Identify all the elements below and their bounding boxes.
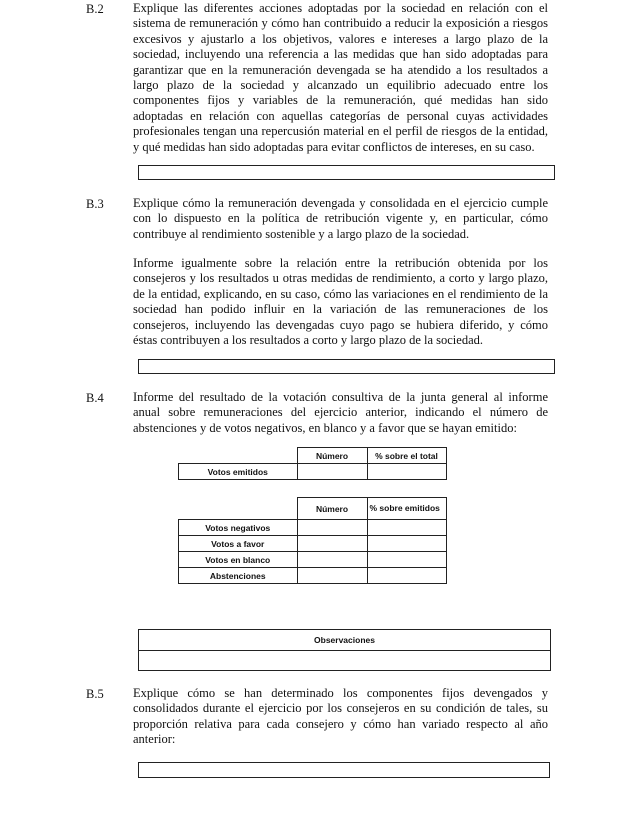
row-label: Votos a favor (179, 536, 298, 552)
cell-numero[interactable] (297, 552, 367, 568)
section-text: Informe del resultado de la votación consultiva de la junta general al informe anual sobre remuneraciones del ejercicio anterior, indicando el número de abstenciones y de votos negativos, en blanco y a favor que se hayan emitido: (133, 390, 548, 435)
cell-numero[interactable] (297, 568, 367, 584)
row-label: Votos emitidos (179, 464, 298, 480)
table-row (179, 552, 447, 568)
row-label: Votos negativos (179, 520, 298, 536)
cell-pct[interactable] (367, 520, 446, 536)
votes-breakdown-table (178, 497, 447, 584)
section-text: Explique las diferentes acciones adoptadas por la sociedad en relación con el sistema de remuneración y cómo han contribuido a reducir la exposición a riesgos excesivos y ajustarlo a los objetivos, valores e intereses a largo plazo de la sociedad, incluyendo una referencia a las medidas que han sido adoptadas para garantizar que en la remuneración devengada se ha atendido a los resultados a largo plazo de la sociedad y alcanzado un equilibrio adecuado entre los componentes fijos y variables de la remuneración, qué medidas han sido adoptadas en relación con aquellas categorías de personal cuyas actividades profesionales tengan una repercusión material en el perfil de riesgos de la entidad, y qué medidas han sido adoptadas para evitar conflictos de intereses, en su caso. (133, 1, 548, 154)
answer-box-b2[interactable] (138, 165, 555, 180)
answer-box-b5[interactable] (138, 762, 550, 778)
observaciones-field[interactable] (139, 651, 550, 670)
col-header-numero: Número (297, 448, 367, 464)
section-number: B.4 (86, 391, 104, 405)
section-number: B.5 (86, 687, 104, 701)
section-text: Explique cómo se han determinado los componentes fijos devengados y consolidados durante el ejercicio por los consejeros en su condición de tales, su proporción relativa para cada consejero y cómo han variado respecto al año anterior: (133, 686, 548, 747)
col-header-numero: Número (297, 498, 367, 520)
cell-numero[interactable] (297, 520, 367, 536)
section-number: B.3 (86, 197, 104, 211)
table-row (179, 520, 447, 536)
answer-box-b3[interactable] (138, 359, 555, 374)
observaciones-box (138, 629, 551, 671)
cell-pct[interactable] (367, 552, 446, 568)
cell-pct[interactable] (367, 464, 446, 480)
cell-numero[interactable] (297, 536, 367, 552)
section-number: B.2 (86, 2, 104, 16)
observaciones-header: Observaciones (139, 630, 550, 651)
col-header-pct: % sobre el total (367, 448, 446, 464)
cell-numero[interactable] (297, 464, 367, 480)
cell-pct[interactable] (367, 536, 446, 552)
table-row (179, 536, 447, 552)
table-row (179, 568, 447, 584)
section-text-2: Informe igualmente sobre la relación entre la retribución obtenida por los consejeros y los resultados u otras medidas de rendimiento, a corto y largo plazo, de la entidad, explicando, en su caso, cómo las variaciones en el rendimiento de la sociedad han podido influir en la variación de las remuneraciones de los consejeros, incluyendo las devengadas cuyo pago se hubiera diferido, y cómo éstas contribuyen a los resultados a corto y largo plazo de la sociedad. (133, 256, 548, 348)
row-label: Votos en blanco (179, 552, 298, 568)
section-text: Explique cómo la remuneración devengada y consolidada en el ejercicio cumple con lo dispuesto en la política de retribución vigente y, en particular, cómo contribuye al rendimiento sostenible y a largo plazo de la sociedad. (133, 196, 548, 241)
cell-pct[interactable] (367, 568, 446, 584)
votes-cast-table (178, 447, 447, 480)
col-header-pct: % sobre emitidos (367, 498, 446, 520)
row-label: Abstenciones (179, 568, 298, 584)
